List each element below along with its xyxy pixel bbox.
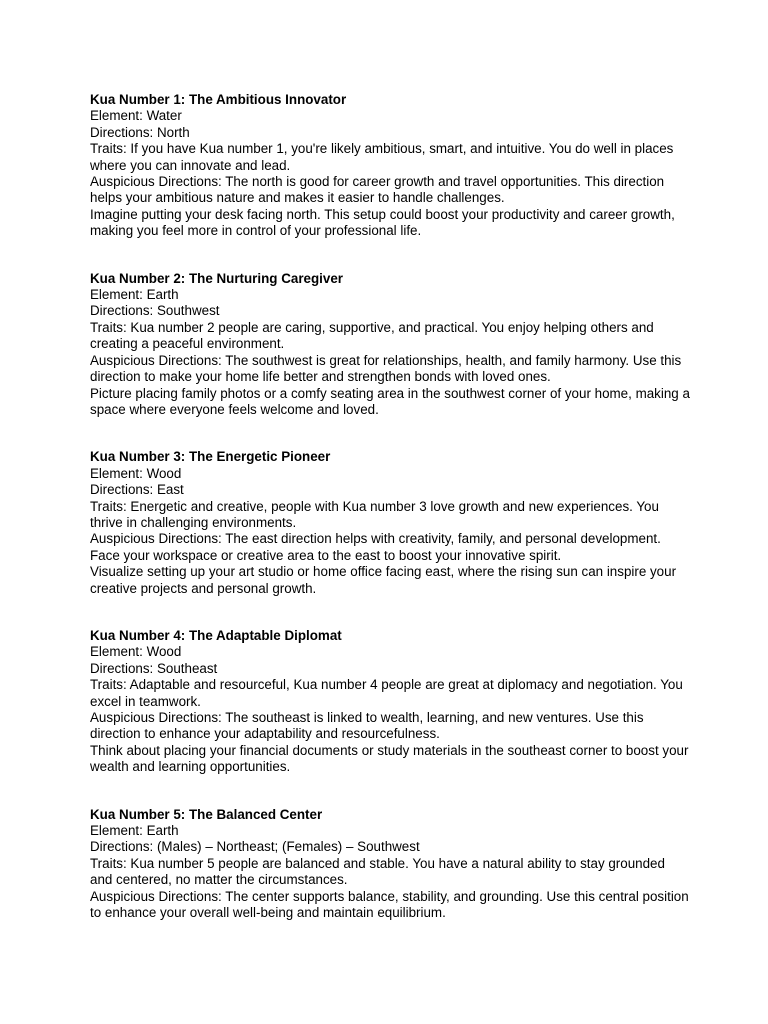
traits-paragraph: Traits: Kua number 2 people are caring, supportive, and practical. You enjoy helping others and creating a peaceful environment. — [90, 319, 654, 352]
element-line: Element: Earth — [90, 287, 179, 303]
element-line: Element: Wood — [90, 465, 182, 481]
section-title: Kua Number 2: The Nurturing Caregiver — [90, 270, 343, 286]
directions-line: Directions: East — [90, 482, 184, 498]
directions-line: Directions: Southeast — [90, 660, 218, 676]
element-line: Element: Wood — [90, 644, 182, 660]
directions-line: Directions: North — [90, 124, 190, 140]
section-title: Kua Number 1: The Ambitious Innovator — [90, 92, 347, 107]
section-title: Kua Number 4: The Adaptable Diplomat — [90, 627, 342, 643]
auspicious-paragraph: Auspicious Directions: The north is good for career growth and travel opportunities. This direction helps your ambitious nature and makes it easier to handle challenges. — [90, 174, 665, 206]
element-line: Element: Water — [90, 108, 182, 124]
directions-line: Directions: (Males) – Northeast; (Females) – Southwest — [90, 839, 420, 855]
traits-paragraph: Traits: Adaptable and resourceful, Kua number 4 people are great at diplomacy and negotiation. You excel in teamwork. — [90, 677, 683, 709]
traits-paragraph: Traits: Kua number 5 people are balanced and stable. You have a natural ability to stay grounded and centered, no matter the circumstances. — [90, 855, 665, 888]
auspicious-paragraph: Auspicious Directions: The southeast is linked to wealth, learning, and new ventures. Use this direction to enhance your adaptability and resourcefulness. — [90, 710, 644, 742]
document-page — [90, 92, 690, 952]
kua-section-2 — [90, 271, 690, 419]
element-line: Element: Earth — [90, 823, 179, 839]
traits-paragraph: Traits: Energetic and creative, people with Kua number 3 love growth and new experiences. You thrive in challenging environments. — [90, 498, 659, 530]
section-title: Kua Number 3: The Energetic Pioneer — [90, 449, 331, 465]
kua-section-4 — [90, 628, 690, 776]
kua-section-3 — [90, 449, 690, 597]
auspicious-paragraph: Auspicious Directions: The center supports balance, stability, and grounding. Use this central position to enhance your overall well-being and maintain equilibrium. — [90, 888, 689, 921]
kua-section-1 — [90, 92, 690, 240]
extra-paragraph: Visualize setting up your art studio or home office facing east, where the rising sun can inspire your creative projects and personal growth. — [90, 564, 677, 596]
extra-paragraph: Imagine putting your desk facing north. This setup could boost your productivity and career growth, making you feel more in control of your professional life. — [90, 206, 675, 239]
directions-line: Directions: Southwest — [90, 303, 220, 319]
traits-paragraph: Traits: If you have Kua number 1, you're likely ambitious, smart, and intuitive. You do well in places where you can innovate and lead. — [90, 141, 674, 173]
section-title: Kua Number 5: The Balanced Center — [90, 806, 323, 822]
extra-paragraph: Picture placing family photos or a comfy seating area in the southwest corner of your home, making a space where everyone feels welcome and loved. — [90, 385, 690, 417]
extra-paragraph: Think about placing your financial documents or study materials in the southeast corner to boost your wealth and learning opportunities. — [90, 742, 689, 775]
kua-section-5 — [90, 807, 690, 922]
auspicious-paragraph: Auspicious Directions: The southwest is great for relationships, health, and family harmony. Use this direction to make your home life better and strengthen bonds with loved ones. — [90, 352, 682, 385]
auspicious-paragraph: Auspicious Directions: The east direction helps with creativity, family, and personal development. Face your workspace or creative area to the east to boost your innovative spirit. — [90, 531, 661, 563]
